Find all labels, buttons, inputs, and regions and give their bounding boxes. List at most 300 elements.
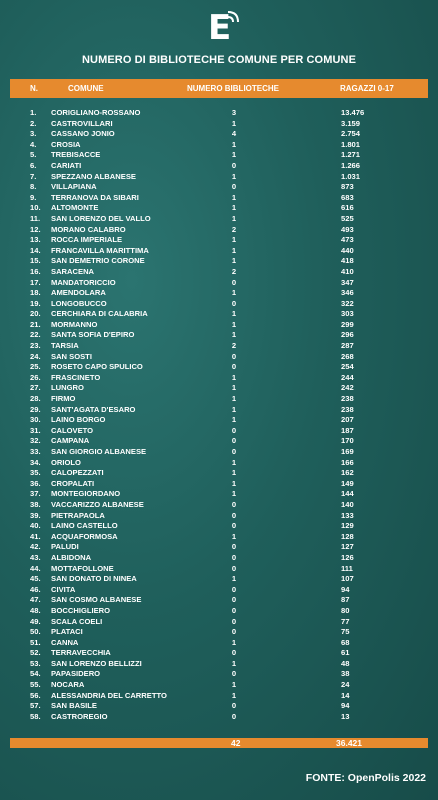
row-number: 10.	[30, 203, 41, 213]
row-comune: CARIATI	[51, 160, 82, 170]
row-biblioteche: 1	[231, 330, 237, 340]
row-number: 57.	[30, 701, 41, 711]
row-biblioteche: 3	[231, 108, 237, 117]
row-comune: TARSIA	[51, 341, 79, 351]
row-biblioteche: 1	[231, 288, 237, 298]
row-biblioteche: 1	[231, 150, 237, 160]
table-row	[0, 373, 438, 384]
row-biblioteche: 0	[231, 436, 237, 446]
row-ragazzi: 61	[341, 648, 350, 658]
table-row	[0, 299, 438, 310]
row-ragazzi: 238	[341, 404, 354, 414]
row-ragazzi: 169	[341, 447, 354, 456]
row-number: 1.	[30, 108, 37, 117]
row-comune: CANNA	[51, 637, 79, 647]
table-row	[0, 256, 438, 267]
row-number: 49.	[30, 616, 41, 626]
row-ragazzi: 111	[341, 563, 353, 573]
row-biblioteche: 0	[231, 447, 237, 456]
row-ragazzi: 77	[341, 616, 350, 626]
table-row	[0, 511, 438, 522]
row-ragazzi: 616	[341, 203, 354, 213]
row-number: 39.	[30, 510, 41, 520]
row-number: 50.	[30, 627, 41, 637]
row-biblioteche: 0	[231, 351, 237, 361]
row-comune: AMENDOLARA	[51, 288, 106, 298]
row-comune: VILLAPIANA	[51, 182, 97, 192]
row-ragazzi: 493	[341, 224, 354, 234]
table-row	[0, 129, 438, 140]
row-number: 38.	[30, 499, 41, 509]
row-comune: SAN DEMETRIO CORONE	[51, 256, 145, 266]
row-number: 51.	[30, 637, 41, 647]
row-biblioteche: 0	[231, 616, 237, 626]
row-biblioteche: 1	[231, 309, 237, 319]
row-biblioteche: 0	[231, 182, 237, 192]
row-ragazzi: 162	[341, 468, 354, 478]
row-number: 46.	[30, 584, 41, 594]
table-row	[0, 108, 438, 119]
row-number: 7.	[30, 171, 37, 181]
row-biblioteche: 1	[231, 680, 237, 690]
row-number: 35.	[30, 468, 41, 478]
row-number: 5.	[30, 150, 37, 160]
row-comune: PIETRAPAOLA	[51, 510, 105, 520]
row-ragazzi: 346	[341, 288, 354, 298]
row-ragazzi: 144	[341, 489, 354, 499]
row-number: 30.	[30, 415, 41, 425]
row-ragazzi: 242	[341, 383, 354, 393]
table-row	[0, 564, 438, 575]
row-ragazzi: 87	[341, 595, 350, 605]
table-row	[0, 595, 438, 606]
row-comune: ALBIDONA	[51, 552, 92, 562]
header-ragazzi: RAGAZZI 0-17	[340, 84, 394, 93]
row-number: 27.	[30, 383, 41, 393]
row-comune: CIVITA	[51, 584, 76, 594]
table-row	[0, 119, 438, 130]
table-row	[0, 701, 438, 712]
row-comune: CASTROVILLARI	[51, 118, 113, 128]
row-comune: ORIOLO	[51, 457, 81, 467]
table-row	[0, 436, 438, 447]
row-number: 26.	[30, 372, 41, 382]
row-comune: MOTTAFOLLONE	[51, 563, 114, 573]
row-ragazzi: 128	[341, 531, 354, 541]
row-ragazzi: 13	[341, 711, 350, 721]
row-ragazzi: 418	[341, 256, 354, 266]
row-comune: ROSETO CAPO SPULICO	[51, 362, 143, 372]
row-ragazzi: 38	[341, 669, 350, 679]
row-number: 16.	[30, 266, 41, 276]
row-ragazzi: 127	[341, 542, 354, 552]
table-row	[0, 638, 438, 649]
row-biblioteche: 0	[231, 584, 237, 594]
row-ragazzi: 75	[341, 627, 350, 637]
header-n: N.	[30, 84, 38, 93]
row-ragazzi: 1.266	[341, 160, 361, 170]
row-number: 47.	[30, 595, 41, 605]
row-comune: SAN LORENZO BELLIZZI	[51, 658, 142, 668]
row-ragazzi: 525	[341, 213, 354, 223]
table-row	[0, 352, 438, 363]
table-row	[0, 278, 438, 289]
row-number: 6.	[30, 160, 37, 170]
table-row	[0, 214, 438, 225]
row-number: 23.	[30, 341, 41, 351]
row-ragazzi: 322	[341, 298, 354, 308]
row-ragazzi: 207	[341, 415, 354, 425]
row-number: 24.	[30, 351, 41, 361]
row-ragazzi: 126	[341, 552, 354, 562]
row-ragazzi: 287	[341, 341, 354, 351]
row-comune: ALTOMONTE	[51, 203, 99, 213]
table-row	[0, 458, 438, 469]
row-number: 19.	[30, 298, 41, 308]
row-number: 13.	[30, 235, 41, 245]
row-comune: ALESSANDRIA DEL CARRETTO	[51, 690, 167, 700]
row-ragazzi: 296	[341, 330, 354, 340]
row-biblioteche: 0	[231, 627, 237, 637]
table-row	[0, 267, 438, 278]
row-biblioteche: 1	[231, 394, 237, 404]
signal-icon	[224, 8, 242, 24]
row-comune: TERRAVECCHIA	[51, 648, 111, 658]
row-number: 48.	[30, 605, 41, 615]
row-biblioteche: 1	[231, 637, 237, 647]
row-number: 17.	[30, 277, 41, 287]
row-comune: SAN LORENZO DEL VALLO	[51, 213, 151, 223]
row-biblioteche: 0	[231, 521, 237, 531]
row-biblioteche: 1	[231, 235, 237, 245]
row-ragazzi: 238	[341, 394, 354, 404]
header-comune: COMUNE	[68, 84, 104, 93]
table-row	[0, 383, 438, 394]
row-ragazzi: 1.271	[341, 150, 361, 160]
header-biblioteche: NUMERO BIBLIOTECHE	[187, 84, 279, 93]
row-ragazzi: 94	[341, 584, 350, 594]
table-row	[0, 468, 438, 479]
row-biblioteche: 2	[231, 266, 237, 276]
row-comune: CERCHIARA DI CALABRIA	[51, 309, 148, 319]
row-number: 36.	[30, 478, 41, 488]
table-row	[0, 320, 438, 331]
row-number: 25.	[30, 362, 41, 372]
row-number: 8.	[30, 182, 37, 192]
row-number: 34.	[30, 457, 41, 467]
row-biblioteche: 0	[231, 362, 237, 372]
row-ragazzi: 410	[341, 266, 354, 276]
table-row	[0, 172, 438, 183]
row-comune: MONTEGIORDANO	[51, 489, 121, 499]
row-comune: SAN DONATO DI NINEA	[51, 574, 137, 584]
row-comune: CAMPANA	[51, 436, 90, 446]
row-comune: SANT'AGATA D'ESARO	[51, 404, 136, 414]
row-comune: MANDATORICCIO	[51, 277, 116, 287]
row-ragazzi: 129	[341, 521, 354, 531]
row-ragazzi: 149	[341, 478, 354, 488]
row-number: 41.	[30, 531, 41, 541]
row-ragazzi: 68	[341, 637, 350, 647]
table-row	[0, 585, 438, 596]
row-biblioteche: 1	[231, 213, 237, 223]
row-comune: SAN COSMO ALBANESE	[51, 595, 142, 605]
row-comune: SPEZZANO ALBANESE	[51, 171, 136, 181]
table-title: NUMERO DI BIBLIOTECHE COMUNE PER COMUNE	[81, 54, 357, 66]
row-number: 28.	[30, 394, 41, 404]
row-ragazzi: 133	[341, 510, 354, 520]
row-ragazzi: 1.801	[341, 139, 361, 149]
row-number: 33.	[30, 447, 41, 456]
table-body	[0, 108, 438, 722]
row-number: 15.	[30, 256, 41, 266]
row-number: 55.	[30, 680, 41, 690]
row-number: 3.	[30, 129, 37, 139]
table-row	[0, 500, 438, 511]
row-number: 12.	[30, 224, 41, 234]
table-row	[0, 246, 438, 257]
row-comune: FIRMO	[51, 394, 76, 404]
source-note: FONTE: OpenPolis 2022	[305, 772, 426, 784]
table-row	[0, 553, 438, 564]
row-comune: TERRANOVA DA SIBARI	[51, 192, 139, 202]
table-row	[0, 606, 438, 617]
row-comune: CASTROREGIO	[51, 711, 108, 721]
row-ragazzi: 13.476	[341, 108, 365, 117]
table-row	[0, 161, 438, 172]
row-biblioteche: 1	[231, 256, 237, 266]
row-number: 32.	[30, 436, 41, 446]
row-number: 44.	[30, 563, 41, 573]
row-comune: LUNGRO	[51, 383, 84, 393]
row-biblioteche: 1	[231, 574, 237, 584]
row-ragazzi: 94	[341, 701, 350, 711]
row-number: 11.	[30, 213, 41, 223]
logo-letter: E	[208, 8, 232, 48]
table-row	[0, 712, 438, 723]
table-row	[0, 669, 438, 680]
row-comune: ACQUAFORMOSA	[51, 531, 118, 541]
row-ragazzi: 440	[341, 245, 354, 255]
table-row	[0, 479, 438, 490]
table-row	[0, 542, 438, 553]
row-number: 42.	[30, 542, 41, 552]
row-comune: CASSANO JONIO	[51, 129, 115, 139]
row-comune: LAINO CASTELLO	[51, 521, 118, 531]
row-biblioteche: 1	[231, 489, 237, 499]
row-biblioteche: 2	[231, 341, 237, 351]
row-number: 31.	[30, 425, 41, 435]
table-row	[0, 193, 438, 204]
row-ragazzi: 140	[341, 499, 354, 509]
row-ragazzi: 187	[341, 425, 354, 435]
table-row	[0, 627, 438, 638]
row-ragazzi: 873	[341, 182, 354, 192]
table-row	[0, 150, 438, 161]
row-biblioteche: 1	[231, 118, 237, 128]
table-row	[0, 532, 438, 543]
totals-bar	[10, 738, 428, 748]
table-row	[0, 182, 438, 193]
row-ragazzi: 299	[341, 319, 354, 329]
row-biblioteche: 1	[231, 372, 237, 382]
table-row	[0, 426, 438, 437]
row-ragazzi: 683	[341, 192, 354, 202]
table-row	[0, 447, 438, 458]
row-comune: CROPALATI	[51, 478, 95, 488]
row-comune: TREBISACCE	[51, 150, 101, 160]
row-biblioteche: 1	[231, 383, 237, 393]
row-biblioteche: 0	[231, 563, 237, 573]
row-ragazzi: 107	[341, 574, 354, 584]
row-comune: FRASCINETO	[51, 372, 101, 382]
row-comune: PALUDI	[51, 542, 79, 552]
row-biblioteche: 0	[231, 669, 237, 679]
row-comune: MORMANNO	[51, 319, 98, 329]
row-biblioteche: 0	[231, 425, 237, 435]
row-number: 45.	[30, 574, 41, 584]
row-number: 18.	[30, 288, 41, 298]
row-comune: PLATACI	[51, 627, 83, 637]
row-number: 53.	[30, 658, 41, 668]
row-biblioteche: 1	[231, 171, 237, 181]
row-comune: VACCARIZZO ALBANESE	[51, 499, 144, 509]
row-biblioteche: 0	[231, 552, 237, 562]
row-comune: LAINO BORGO	[51, 415, 106, 425]
row-comune: CALOPEZZATI	[51, 468, 104, 478]
row-biblioteche: 0	[231, 701, 237, 711]
row-comune: SANTA SOFIA D'EPIRO	[51, 330, 135, 340]
table-row	[0, 394, 438, 405]
row-biblioteche: 0	[231, 298, 237, 308]
table-row	[0, 415, 438, 426]
table-row	[0, 140, 438, 151]
row-comune: SARACENA	[51, 266, 95, 276]
row-number: 22.	[30, 330, 41, 340]
row-number: 58.	[30, 711, 41, 721]
row-ragazzi: 254	[341, 362, 354, 372]
row-ragazzi: 303	[341, 309, 354, 319]
table-row	[0, 691, 438, 702]
row-biblioteche: 1	[231, 139, 237, 149]
row-biblioteche: 1	[231, 478, 237, 488]
row-biblioteche: 1	[231, 658, 237, 668]
row-biblioteche: 1	[231, 203, 237, 213]
row-comune: SAN BASILE	[51, 701, 97, 711]
row-biblioteche: 1	[231, 319, 237, 329]
row-number: 37.	[30, 489, 41, 499]
row-comune: PAPASIDERO	[51, 669, 101, 679]
row-number: 9.	[30, 192, 37, 202]
table-row	[0, 341, 438, 352]
row-biblioteche: 1	[231, 415, 237, 425]
table-row	[0, 405, 438, 416]
row-ragazzi: 3.159	[341, 118, 361, 128]
row-comune: MORANO CALABRO	[51, 224, 126, 234]
logo	[208, 8, 240, 48]
row-biblioteche: 0	[231, 510, 237, 520]
row-biblioteche: 0	[231, 595, 237, 605]
table-row	[0, 362, 438, 373]
row-biblioteche: 0	[231, 499, 237, 509]
table-row	[0, 288, 438, 299]
row-comune: CORIGLIANO-ROSSANO	[51, 108, 141, 117]
row-number: 40.	[30, 521, 41, 531]
table-row	[0, 330, 438, 341]
row-comune: FRANCAVILLA MARITTIMA	[51, 245, 149, 255]
row-biblioteche: 0	[231, 160, 237, 170]
row-comune: SCALA COELI	[51, 616, 103, 626]
row-biblioteche: 0	[231, 648, 237, 658]
row-number: 21.	[30, 319, 41, 329]
row-biblioteche: 0	[231, 711, 237, 721]
row-ragazzi: 473	[341, 235, 354, 245]
row-biblioteche: 1	[231, 192, 237, 202]
table-row	[0, 521, 438, 532]
row-biblioteche: 1	[231, 468, 237, 478]
row-biblioteche: 2	[231, 224, 237, 234]
row-ragazzi: 1.031	[341, 171, 361, 181]
row-comune: SAN SOSTI	[51, 351, 92, 361]
row-number: 56.	[30, 690, 41, 700]
row-biblioteche: 1	[231, 690, 237, 700]
row-number: 29.	[30, 404, 41, 414]
row-ragazzi: 170	[341, 436, 354, 446]
row-comune: ROCCA IMPERIALE	[51, 235, 123, 245]
table-row	[0, 235, 438, 246]
row-comune: NOCARA	[51, 680, 85, 690]
table-row	[0, 680, 438, 691]
row-biblioteche: 1	[231, 457, 237, 467]
row-comune: SAN GIORGIO ALBANESE	[51, 447, 147, 456]
row-biblioteche: 0	[231, 605, 237, 615]
table-row	[0, 659, 438, 670]
row-ragazzi: 268	[341, 351, 354, 361]
table-row	[0, 309, 438, 320]
row-number: 4.	[30, 139, 37, 149]
row-comune: CALOVETO	[51, 425, 94, 435]
total-biblioteche: 42	[231, 738, 241, 748]
row-number: 14.	[30, 245, 41, 255]
table-row	[0, 574, 438, 585]
row-number: 20.	[30, 309, 41, 319]
row-ragazzi: 14	[341, 690, 350, 700]
row-ragazzi: 80	[341, 605, 350, 615]
table-row	[0, 203, 438, 214]
table-row	[0, 648, 438, 659]
table-header	[10, 79, 428, 98]
row-ragazzi: 2.754	[341, 129, 361, 139]
row-biblioteche: 1	[231, 245, 237, 255]
table-row	[0, 617, 438, 628]
row-biblioteche: 0	[231, 542, 237, 552]
row-ragazzi: 166	[341, 457, 354, 467]
row-biblioteche: 1	[231, 404, 237, 414]
row-biblioteche: 4	[231, 129, 237, 139]
row-biblioteche: 0	[231, 277, 237, 287]
row-number: 54.	[30, 669, 41, 679]
row-comune: BOCCHIGLIERO	[51, 605, 111, 615]
row-number: 52.	[30, 648, 41, 658]
table-row	[0, 489, 438, 500]
row-ragazzi: 48	[341, 658, 350, 668]
row-number: 2.	[30, 118, 37, 128]
row-ragazzi: 347	[341, 277, 354, 287]
row-comune: CROSIA	[51, 139, 81, 149]
row-ragazzi: 24	[341, 680, 350, 690]
row-ragazzi: 244	[341, 372, 354, 382]
table-row	[0, 225, 438, 236]
